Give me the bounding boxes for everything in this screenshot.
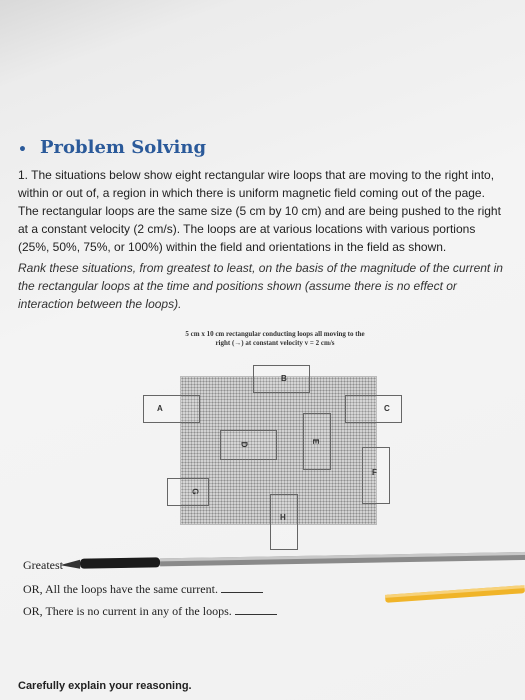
pen-image [60,546,525,574]
loop-f-label: F [372,468,377,477]
section-heading: Problem Solving [40,137,207,158]
loop-e-label: E [311,438,321,445]
loop-a [143,395,200,423]
loop-g [167,478,209,506]
loop-h-label: H [280,513,286,522]
loop-a-label: A [157,404,163,413]
no-current-text: OR, There is no current in any of the loops. [23,604,232,618]
loop-c-label: C [384,404,390,413]
diagram-caption [150,330,400,348]
caption-line-2: right (→) at constant velocity v = 2 cm/s [215,339,335,347]
loop-d [220,430,277,460]
loop-f [362,447,390,504]
loop-c [345,395,402,423]
loop-b [253,365,310,393]
ranking-instruction: Rank these situations, from greatest to least, on the basis of the magnitude of the current in the rectangular loops at the time and positions shown (assume there is no effect or interaction between the loops). [18,261,503,311]
same-current-option [23,582,263,597]
no-current-blank[interactable] [235,604,277,615]
same-current-blank[interactable] [221,582,263,593]
loop-d-label: D [239,441,249,448]
same-current-text: OR, All the loops have the same current. [23,582,218,596]
no-current-option [23,604,277,619]
yellow-pen-image [385,581,525,607]
greatest-label: Greatest [23,558,63,572]
loop-e [303,413,331,470]
loop-b-label: B [281,374,287,383]
caption-line-1: 5 cm x 10 cm rectangular conducting loops all moving to the [185,330,365,338]
section-bullet: • [18,142,27,158]
problem-statement: 1. The situations below show eight rectangular wire loops that are moving to the right into, within or out of, a region in which there is uniform magnetic field coming out of the page. The rectangular loops are the same size (5 cm by 10 cm) and are being pushed to the right at a constant velocity (2 cm/s). The loops are at various locations with various portions (25%, 50%, 75%, or 100%) within the field and orientations in the field as shown. [18,168,501,254]
explain-reasoning-prompt: Carefully explain your reasoning. [18,680,192,692]
loop-h [270,494,298,550]
loop-g-label: G [190,488,200,495]
